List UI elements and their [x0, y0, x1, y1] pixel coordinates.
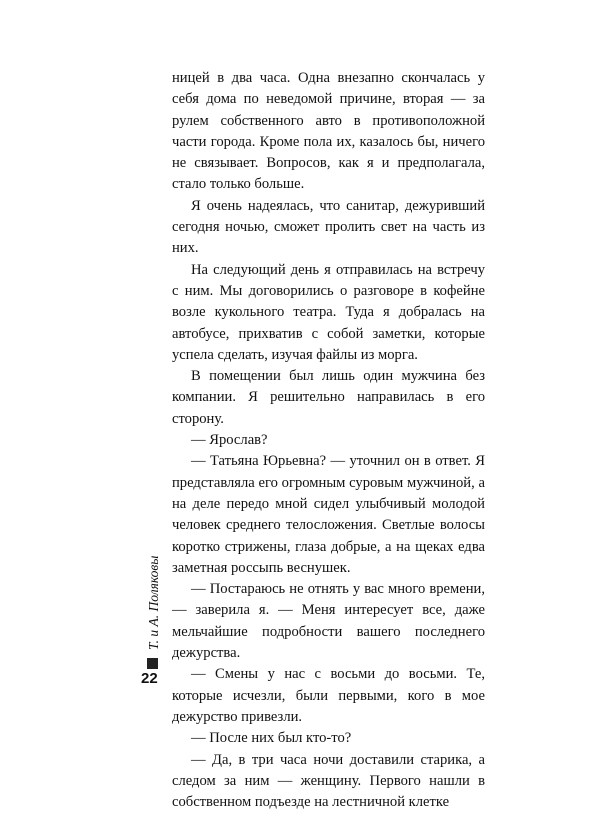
page-body-text	[172, 68, 485, 813]
running-head-marker	[147, 658, 158, 669]
paragraph: — Ярослав?	[172, 430, 485, 451]
paragraph: ницей в два часа. Одна внезапно скончалась у себя дома по неведомой причине, вторая — за рулем собственного авто в противоположной части города. Кроме пола их, казалось бы, ничего не связывает. Вопросов, как я и предполагала, стало только больше.	[172, 68, 485, 196]
author-running-head: Т. и А. Поляковы	[145, 554, 163, 650]
paragraph: — Татьяна Юрьевна? — уточнил он в ответ. Я представляла его огромным суровым мужчиной, а на деле передо мной сидел улыбчивый молодой человек среднего телосложения. Светлые волосы коротко стрижены, глаза добрые, а на щеках едва заметная россыпь веснушек.	[172, 451, 485, 579]
paragraph: Я очень надеялась, что санитар, дежуривший сегодня ночью, сможет пролить свет на часть из них.	[172, 196, 485, 260]
paragraph: — После них был кто-то?	[172, 728, 485, 749]
paragraph: На следующий день я отправилась на встречу с ним. Мы договорились о разговоре в кофейне возле кукольного театра. Туда я добралась на автобусе, прихватив с собой заметки, которые успела сделать, изучая файлы из морга.	[172, 260, 485, 366]
page-number: 22	[141, 670, 171, 688]
paragraph: — Смены у нас с восьми до восьми. Те, которые исчезли, были первыми, кого в мое дежурство привезли.	[172, 664, 485, 728]
paragraph: — Постараюсь не отнять у вас много времени, — заверила я. — Меня интересует все, даже мельчайшие подробности вашего последнего дежурства.	[172, 579, 485, 664]
paragraph: В помещении был лишь один мужчина без компании. Я решительно направилась в его сторону.	[172, 366, 485, 430]
paragraph: — Да, в три часа ночи доставили старика, а следом за ним — женщину. Первого нашли в собственном подъезде на лестничной клетке	[172, 750, 485, 813]
